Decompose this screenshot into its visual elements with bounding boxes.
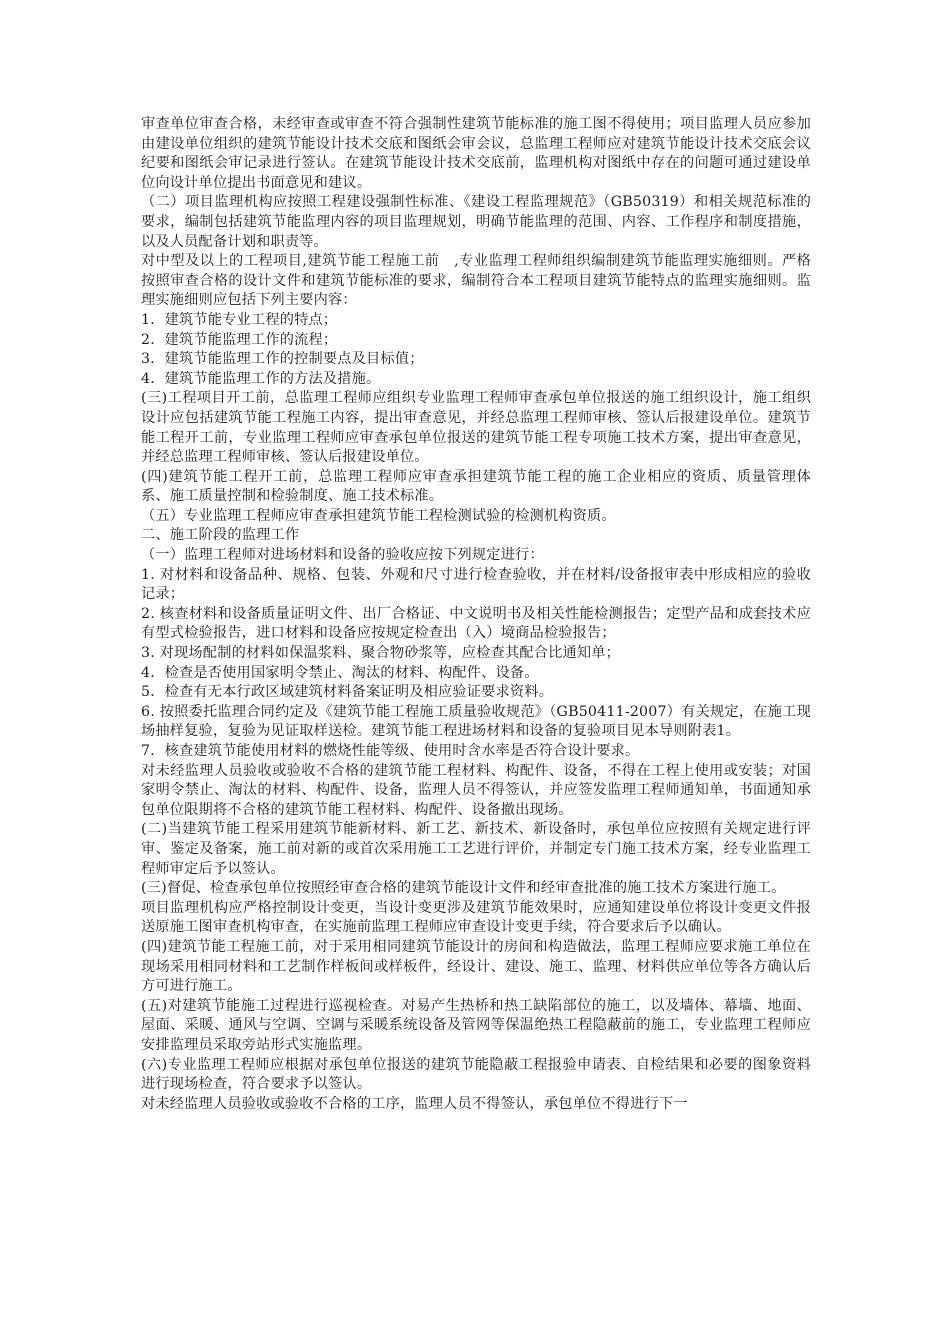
paragraph-7: （一）监理工程师对进场材料和设备的验收应按下列规定进行： <box>141 547 544 564</box>
paragraph-3: 对中型及以上的工程项目,建筑节能工程施工前 ,专业监理工程师组织编制建筑节能监理实施细则。严格按照审查合格的设计文件和建筑节能标准的要求，编制符合本工程项目建筑节能特点的监理实施细则。监理实施细则应包括下列主要内容： <box>141 253 811 309</box>
list-item-3: 3．建筑节能监理工作的控制要点及目标值； <box>141 351 424 368</box>
list-item-7: 3. 对现场配制的材料如保温浆料、聚合物砂浆等，应检查其配合比通知单； <box>141 645 621 662</box>
paragraph-8: 对未经监理人员验收或验收不合格的建筑节能工程材料、构配件、设备，不得在工程上使用或安装；对国家明令禁止、淘汰的材料、构配件、设备，监理人员不得签认，并应签发监理工程师通知单，书面通知承包单位限期将不合格的建筑节能工程材料、构配件、设备撤出现场。 <box>141 762 811 818</box>
paragraph-5: (四)建筑节能工程开工前，总监理工程师应审查承担建筑节能工程的施工企业相应的资质、质量管理体系、施工质量控制和检验制度、施工技术标准。 <box>141 468 811 505</box>
list-item-9: 5．检查有无本行政区域建筑材料备案证明及相应验证要求资料。 <box>141 684 554 701</box>
list-item-4: 4．建筑节能监理工作的方法及措施。 <box>141 370 381 387</box>
list-item-1: 1．建筑节能专业工程的特点； <box>141 311 338 328</box>
list-item-6: 2. 核查材料和设备质量证明文件、出厂合格证、中文说明书及相关性能检测报告；定型产品和成套技术应有型式检验报告，进口材料和设备应按规定检查出（入）境商品检验报告； <box>141 605 811 642</box>
list-item-2: 2．建筑节能监理工作的流程； <box>141 331 338 348</box>
paragraph-13: (五)对建筑节能施工过程进行巡视检查。对易产生热桥和热工缺陷部位的施工，以及墙体、幕墙、地面、屋面、采暖、通风与空调、空调与采暖系统设备及管网等保温绝热工程隐蔽前的施工，专业监理工程师应安排监理员采取旁站形式实施监理。 <box>141 997 811 1053</box>
list-item-11: 7．核查建筑节能使用材料的燃烧性能等级、使用时含水率是否符合设计要求。 <box>141 743 640 759</box>
list-item-8: 4．检查是否使用国家明令禁止、淘汰的材料、构配件、设备。 <box>141 664 539 681</box>
section-heading: 二、施工阶段的监理工作 <box>141 527 300 544</box>
paragraph-10: (三)督促、检查承包单位按照经审查合格的建筑节能设计文件和经审查批准的施工技术方案进行施工。 <box>141 880 786 897</box>
paragraph-4: (三)工程项目开工前，总监理工程师应组织专业监理工程师审查承包单位报送的施工组织设计，施工组织设计应包括建筑节能工程施工内容，提出审查意见，并经总监理工程师审核、签认后报建设单位。建筑节能工程开工前，专业监理工程师应审查承包单位报送的建筑节能工程专项施工技术方案，提出审查意见，并经总监理工程师审核、签认后报建设单位。 <box>141 390 811 466</box>
paragraph-2: （二）项目监理机构应按照工程建设强制性标准、《建设工程监理规范》（GB50319）和相关规范标准的要求，编制包括建筑节能监理内容的项目监理规划，明确节能监理的范围、内容、工作程序和制度措施，以及人员配备计划和职责等。 <box>141 194 811 250</box>
list-item-10: 6. 按照委托监理合同约定及《建筑节能工程施工质量验收规范》（GB50411-2007）有关规定，在施工现场抽样复验，复验为见证取样送检。建筑节能工程进场材料和设备的复验项目见本导则附表1。 <box>141 703 811 740</box>
paragraph-14: (六)专业监理工程师应根据对承包单位报送的建筑节能隐蔽工程报验申请表、自检结果和必要的图象资料进行现场检查，符合要求予以签认。 <box>141 1056 811 1093</box>
list-item-5: 1. 对材料和设备品种、规格、包装、外观和尺寸进行检查验收，并在材料/设备报审表中形成相应的验收记录； <box>141 566 811 603</box>
paragraph-1: 审查单位审查合格，未经审查或审查不符合强制性建筑节能标准的施工图不得使用；项目监理人员应参加由建设单位组织的建筑节能设计技术交底和图纸会审会议，总监理工程师应对建筑节能设计技术交底会议纪要和图纸会审记录进行签认。在建筑节能设计技术交底前，监理机构对图纸中存在的问题可通过建设单位向设计单位提出书面意见和建议。 <box>141 116 811 191</box>
paragraph-9: (二)当建筑节能工程采用建筑节能新材料、新工艺、新技术、新设备时，承包单位应按照有关规定进行评审、鉴定及备案，施工前对新的或首次采用施工工艺进行评价，并制定专门施工技术方案，经专业监理工程师审定后予以签认。 <box>141 821 811 877</box>
document-body <box>141 115 811 1114</box>
paragraph-11: 项目监理机构应严格控制设计变更，当设计变更涉及建筑节能效果时，应通知建设单位将设计变更文件报送原施工图审查机构审查，在实施前监理工程师应审查设计变更手续，符合要求后予以确认。 <box>141 899 811 936</box>
paragraph-12: (四)建筑节能工程施工前，对于采用相同建筑节能设计的房间和构造做法，监理工程师应要求施工单位在现场采用相同材料和工艺制作样板间或样板件，经设计、建设、施工、监理、材料供应单位等各方确认后方可进行施工。 <box>141 938 811 995</box>
paragraph-6: （五）专业监理工程师应审查承担建筑节能工程检测试验的检测机构资质。 <box>141 507 616 524</box>
paragraph-15: 对未经监理人员验收或验收不合格的工序，监理人员不得签认，承包单位不得进行下一 <box>141 1095 688 1112</box>
